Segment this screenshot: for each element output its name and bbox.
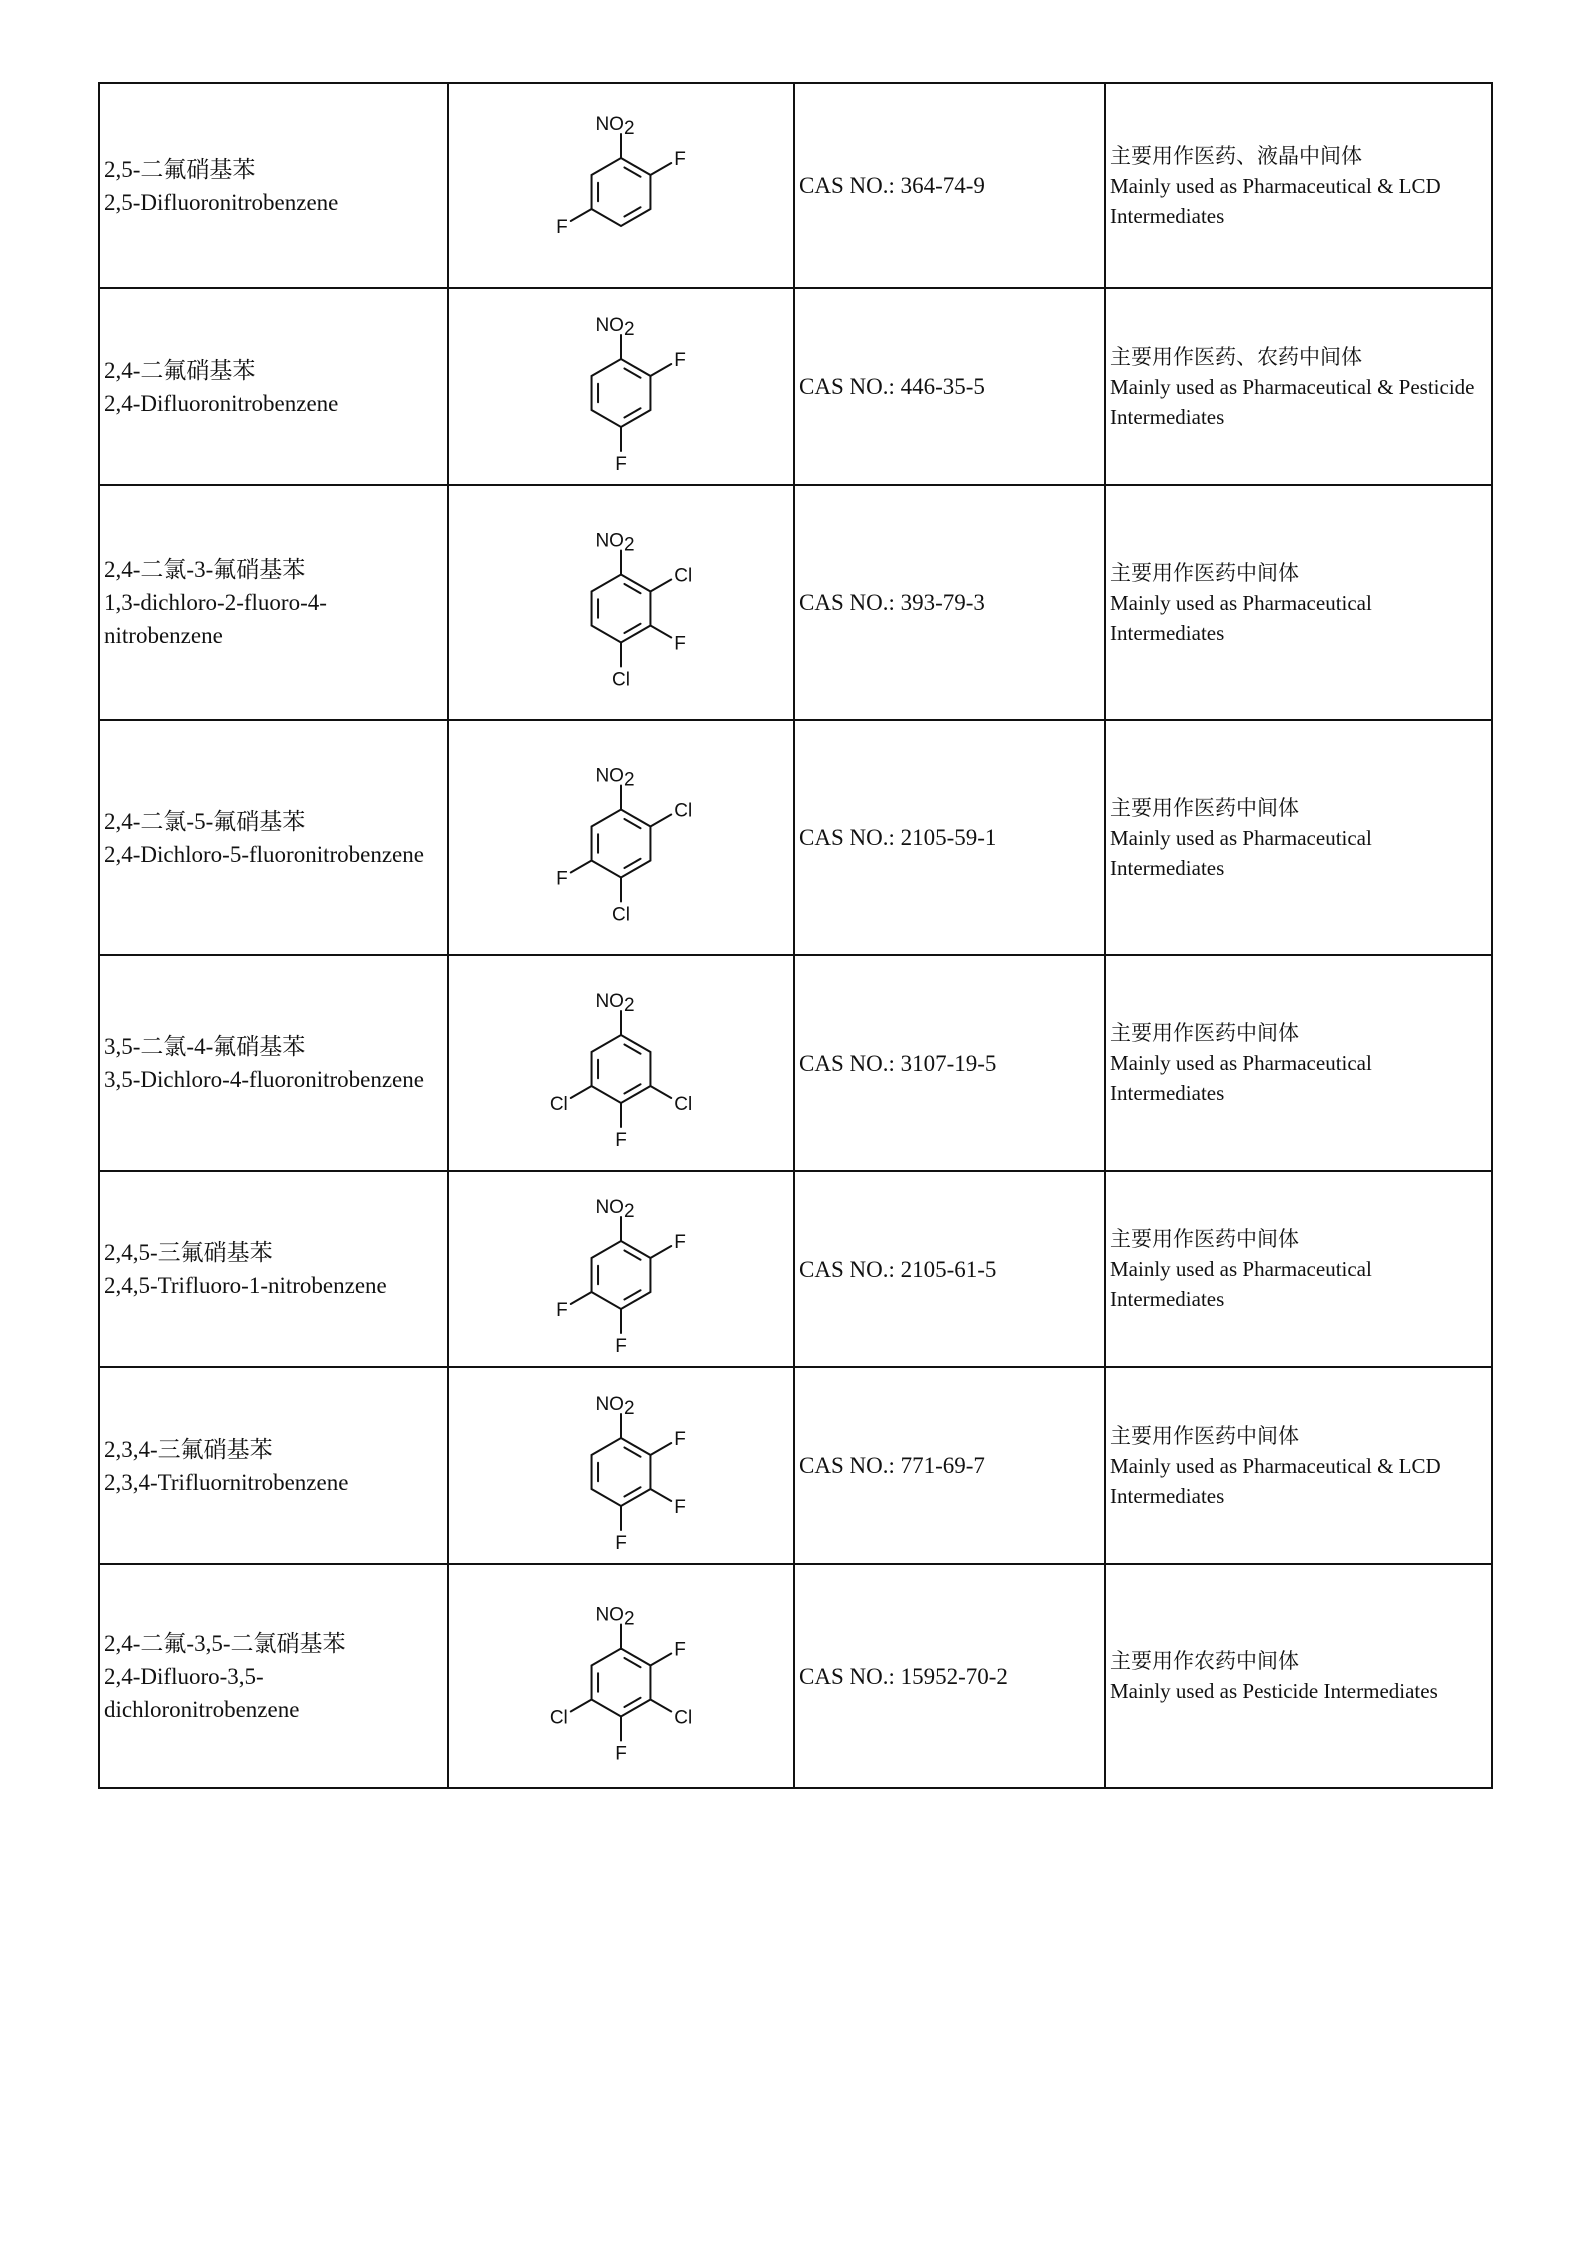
name-cell [99,83,448,288]
cas-number: CAS NO.: 364-74-9 [799,173,985,198]
usage-cell [1105,720,1492,955]
substituent-label: NO2 [595,1197,635,1222]
usage-chinese: 主要用作医药、农药中间体 [1110,344,1362,369]
substituent-bond [571,861,592,873]
substituent-label: F [615,1743,627,1764]
structure-diagram [521,1569,721,1784]
benzene-ring [592,1241,651,1309]
english-name: 3,5-Dichloro-4-fluoronitrobenzene [104,1067,424,1092]
usage-cell [1105,83,1492,288]
structure-diagram [521,1174,721,1364]
substituent-bond [650,163,671,175]
structure-diagram [521,291,721,483]
english-name: 1,3-dichloro-2-fluoro-4-nitrobenzene [104,590,327,648]
substituent-label: NO2 [595,314,635,340]
structure-diagram [521,86,721,286]
chinese-name: 2,4-二氯-5-氟硝基苯 [104,808,306,834]
substituent-label: F [674,349,686,371]
table-row [99,1367,1492,1564]
substituent-bond [650,580,671,592]
substituent-label: Cl [549,1707,568,1728]
substituent-bond [650,1246,671,1258]
substituent-label: NO2 [595,991,635,1016]
substituent-label: F [556,868,568,890]
substituent-bond [650,364,671,376]
substituent-label: F [615,1336,627,1357]
substituent-label: Cl [612,904,630,926]
table-row [99,288,1492,485]
table-row [99,83,1492,288]
table-row [99,1171,1492,1367]
substituent-label: Cl [612,669,630,691]
substituent-label: NO2 [595,765,635,791]
usage-cell [1105,1171,1492,1367]
substituent-label: F [615,453,627,475]
product-table [98,82,1493,1789]
usage-chinese: 主要用作农药中间体 [1110,1649,1299,1673]
substituent-bond [571,1292,592,1304]
cas-number: CAS NO.: 3107-19-5 [799,1050,997,1076]
chinese-name: 2,4-二氟硝基苯 [104,357,256,383]
structure-diagram [521,490,721,715]
substituent-label: Cl [674,565,693,587]
substituent-bond [650,1489,671,1501]
usage-english: Mainly used as Pharmaceutical & Pesticide Intermediates [1110,374,1475,429]
substituent-label: NO2 [595,1393,635,1419]
substituent-label: Cl [674,1094,693,1115]
structure-cell [448,955,794,1171]
benzene-ring [592,810,651,878]
substituent-label: F [674,633,686,655]
substituent-bond [571,1086,592,1098]
structure-cell [448,83,794,288]
substituent-label: Cl [674,800,693,822]
cas-cell [794,1564,1105,1788]
substituent-bond [650,1443,671,1455]
structure-cell [448,720,794,955]
substituent-label: Cl [549,1094,568,1115]
usage-cell [1105,288,1492,485]
structure-cell [448,288,794,485]
substituent-label: NO2 [595,1604,635,1629]
cas-cell [794,955,1105,1171]
usage-english: Mainly used as Pesticide Intermediates [1110,1679,1438,1703]
benzene-ring [592,1648,651,1716]
substituent-bond [650,1699,671,1711]
structure-cell [448,485,794,720]
substituent-label: F [556,1300,568,1321]
benzene-ring [592,575,651,643]
substituent-label: F [556,216,568,238]
english-name: 2,4-Difluoronitrobenzene [104,390,339,416]
structure-diagram [521,960,721,1166]
table-row [99,720,1492,955]
structure-cell [448,1171,794,1367]
cas-number: CAS NO.: 15952-70-2 [799,1663,1008,1689]
chinese-name: 2,4,5-三氟硝基苯 [104,1240,273,1265]
cas-cell [794,83,1105,288]
substituent-bond [650,815,671,827]
substituent-label: F [615,1532,627,1554]
cas-cell [794,1367,1105,1564]
substituent-label: F [674,1639,686,1660]
usage-chinese: 主要用作医药中间体 [1110,1021,1299,1045]
benzene-ring [592,1035,651,1103]
substituent-label: NO2 [595,530,635,556]
usage-english: Mainly used as Pharmaceutical Intermediates [1110,590,1372,645]
structure-cell [448,1564,794,1788]
english-name: 2,4-Difluoro-3,5-dichloronitrobenzene [104,1663,300,1722]
english-name: 2,4-Dichloro-5-fluoronitrobenzene [104,841,424,867]
usage-cell [1105,1564,1492,1788]
substituent-bond [571,209,592,221]
usage-chinese: 主要用作医药中间体 [1110,560,1299,585]
usage-chinese: 主要用作医药中间体 [1110,795,1299,820]
usage-chinese: 主要用作医药中间体 [1110,1423,1299,1448]
english-name: 2,3,4-Trifluornitrobenzene [104,1469,349,1495]
english-name: 2,4,5-Trifluoro-1-nitrobenzene [104,1273,387,1298]
substituent-bond [571,1699,592,1711]
name-cell [99,288,448,485]
cas-number: CAS NO.: 2105-61-5 [799,1256,997,1282]
cas-number: CAS NO.: 393-79-3 [799,590,985,615]
cas-cell [794,288,1105,485]
substituent-label: F [674,1232,686,1253]
substituent-label: NO2 [595,113,635,139]
name-cell [99,1171,448,1367]
cas-cell [794,485,1105,720]
substituent-bond [650,1086,671,1098]
cas-cell [794,1171,1105,1367]
usage-english: Mainly used as Pharmaceutical Intermediates [1110,825,1372,880]
usage-english: Mainly used as Pharmaceutical Intermediates [1110,1257,1372,1311]
chinese-name: 2,3,4-三氟硝基苯 [104,1436,273,1462]
cas-number: CAS NO.: 2105-59-1 [799,825,997,850]
substituent-label: F [674,1428,686,1450]
structure-cell [448,1367,794,1564]
substituent-bond [650,626,671,638]
usage-cell [1105,955,1492,1171]
benzene-ring [592,359,651,427]
benzene-ring [592,1438,651,1506]
table-row [99,1564,1492,1788]
table-row [99,955,1492,1171]
substituent-label: F [674,1496,686,1518]
cas-number: CAS NO.: 771-69-7 [799,1453,985,1478]
usage-english: Mainly used as Pharmaceutical & LCD Intermediates [1110,173,1441,228]
usage-cell [1105,1367,1492,1564]
name-cell [99,485,448,720]
chinese-name: 3,5-二氯-4-氟硝基苯 [104,1034,306,1059]
name-cell [99,1564,448,1788]
structure-diagram [521,725,721,950]
name-cell [99,955,448,1171]
name-cell [99,1367,448,1564]
chinese-name: 2,5-二氟硝基苯 [104,156,256,182]
substituent-label: F [674,148,686,170]
structure-diagram [521,1371,721,1561]
chinese-name: 2,4-二氟-3,5-二氯硝基苯 [104,1630,346,1656]
usage-chinese: 主要用作医药中间体 [1110,1227,1299,1251]
table-row [99,485,1492,720]
usage-chinese: 主要用作医药、液晶中间体 [1110,143,1362,168]
usage-english: Mainly used as Pharmaceutical & LCD Intermediates [1110,1453,1441,1508]
usage-english: Mainly used as Pharmaceutical Intermediates [1110,1051,1372,1105]
cas-cell [794,720,1105,955]
substituent-bond [650,1653,671,1665]
substituent-label: F [615,1130,627,1151]
benzene-ring [592,158,651,226]
english-name: 2,5-Difluoronitrobenzene [104,189,339,215]
cas-number: CAS NO.: 446-35-5 [799,374,985,399]
chinese-name: 2,4-二氯-3-氟硝基苯 [104,557,306,582]
substituent-label: Cl [674,1707,693,1728]
name-cell [99,720,448,955]
usage-cell [1105,485,1492,720]
